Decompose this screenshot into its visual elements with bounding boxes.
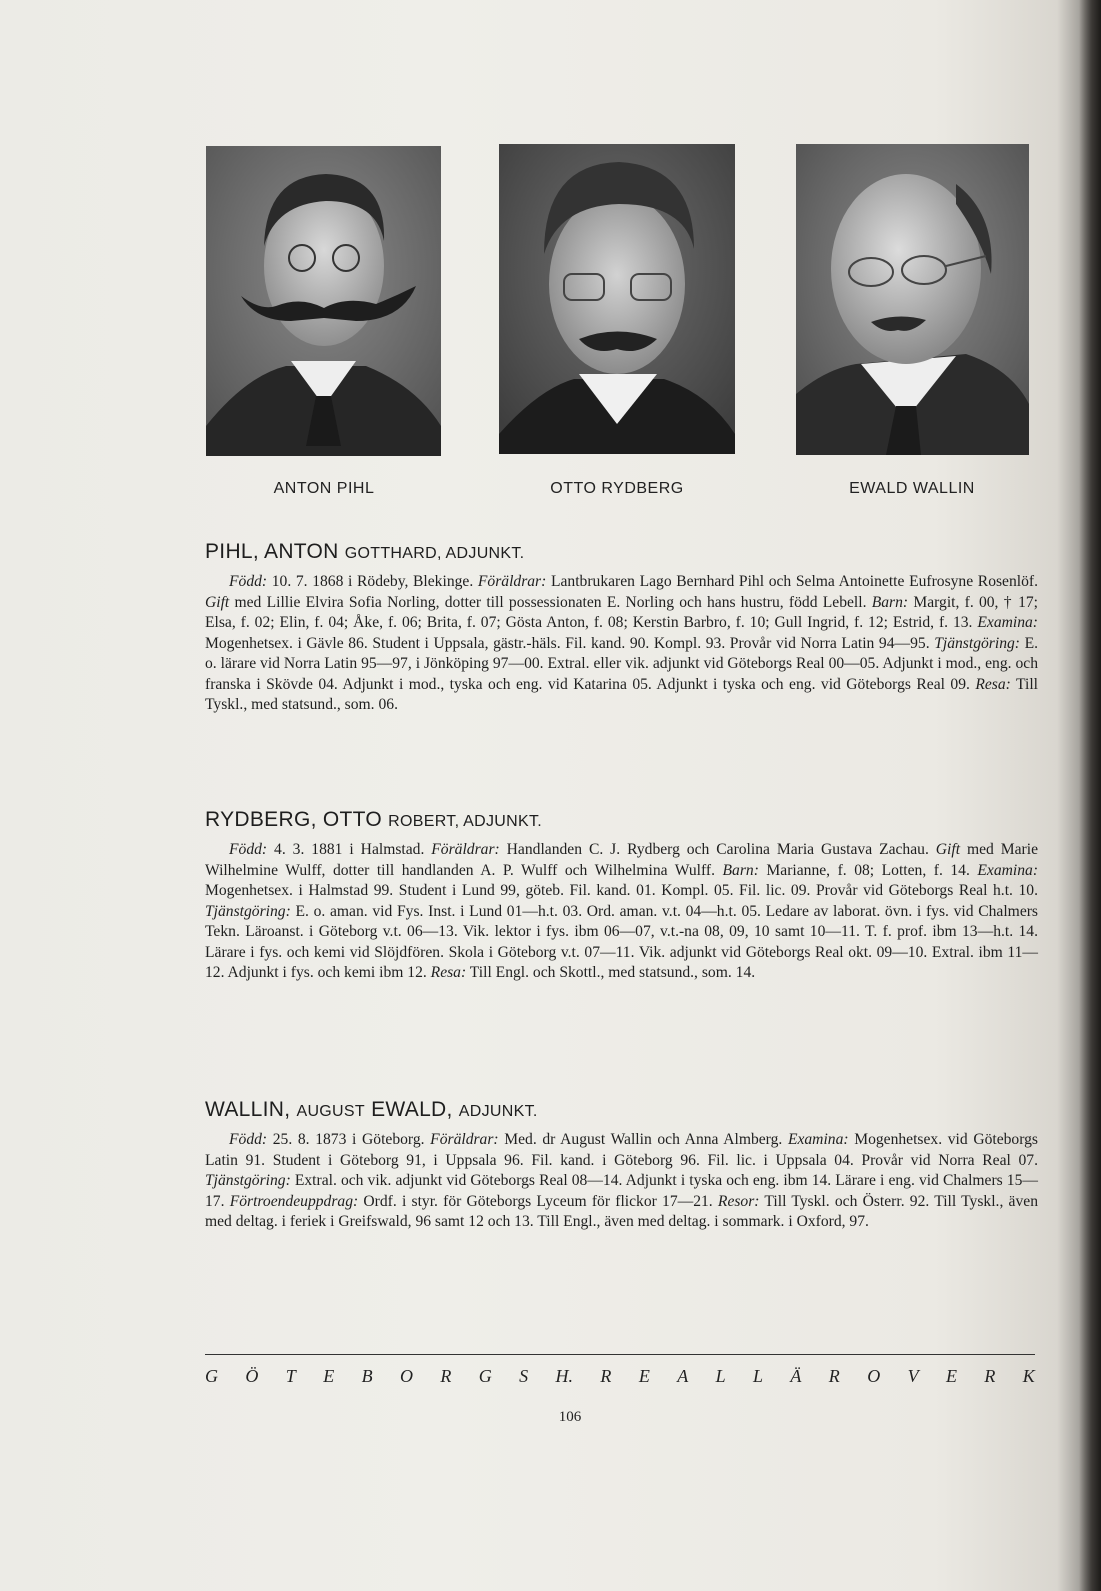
- entry-pihl: [205, 540, 1038, 716]
- portrait-curly-hair-glasses-icon: [499, 144, 735, 454]
- portrait-anton-pihl: [206, 146, 441, 456]
- title-rest: GOTTHARD, ADJUNKT.: [344, 545, 525, 562]
- field-label: Född:: [229, 841, 268, 858]
- footer-letter: L: [753, 1366, 764, 1386]
- field-label: Examina:: [787, 1131, 849, 1148]
- field-label: Förtroendeuppdrag:: [229, 1192, 359, 1210]
- title-rest: ADJUNKT.: [458, 1103, 538, 1120]
- field-label: Examina:: [977, 861, 1039, 879]
- footer-letter: O: [399, 1366, 413, 1386]
- field-label: Barn:: [722, 861, 759, 879]
- footer-letter: G: [478, 1366, 492, 1386]
- field-text: 4. 3. 1881 i Halmstad.: [267, 841, 432, 858]
- field-text: Till Engl. och Skottl., med statsund., som. 14.: [466, 964, 756, 981]
- field-text: Mogenhetsex. i Gävle 86. Student i Uppsala, gästr.-häls. Fil. kand. 90. Kompl. 93. Provår vid Norra Latin 94—95.: [205, 634, 935, 652]
- surname: WALLIN,: [205, 1098, 291, 1121]
- field-label: Föräldrar:: [430, 1131, 499, 1148]
- footer-letter: E: [945, 1366, 957, 1386]
- footer-letter: R: [984, 1366, 996, 1386]
- field-label: Tjänstgöring:: [934, 634, 1020, 652]
- portrait-otto-rydberg: [499, 144, 735, 454]
- footer-letter: R: [600, 1366, 612, 1386]
- footer-letter: V: [907, 1366, 919, 1386]
- footer-letter: B: [361, 1366, 373, 1386]
- firstname: AUGUST: [296, 1103, 365, 1120]
- footer-rule: [205, 1354, 1035, 1355]
- caption-ewald-wallin: EWALD WALLIN: [849, 480, 975, 497]
- footer-letter: G: [205, 1366, 218, 1386]
- footer-letter: L: [715, 1366, 726, 1386]
- field-text: E. o. aman. vid Fys. Inst. i Lund 01—h.t. 03. Ord. aman. v.t. 04—h.t. 05. Ledare av laborat. övn. i fys. vid Chalmers Tekn. Läroanst. i Göteborg v.t. 06—13. Vik. lektor i fys. ibm 06—07, v.t.-na 08, 09, 10 samt 10—11. T. f. prof. ibm 13—h.t. 14. Lärare i fys. och kemi vid Slöjdfören. Skola i Göteborg v.t. 07—11. Vik. adjunkt vid Göteborgs Real okt. 09—10. Extral. ibm 11—12. Adjunkt i fys. och kemi ibm 12.: [205, 902, 1038, 981]
- field-text: Till Tyskl. och Österr. 92. Till Tyskl., även med deltag. i feriek i Greifswald, 96 samt 12 och 13. Till Engl., även med deltag. i sommark. i Oxford, 97.: [205, 1192, 1038, 1230]
- entry-rydberg: [205, 808, 1038, 984]
- field-text: Mogenhetsex. i Halmstad 99. Student i Lund 99, göteb. Fil. kand. 01. Kompl. 05. Fil. lic. 09. Provår vid Göteborgs Real h.t. 10.: [205, 882, 1038, 899]
- field-text: Marianne, f. 08; Lotten, f. 14.: [758, 861, 978, 879]
- field-text: 10. 7. 1868 i Rödeby, Blekinge.: [267, 573, 478, 590]
- middlename: EWALD,: [371, 1098, 453, 1121]
- title-rest: ROBERT, ADJUNKT.: [388, 813, 543, 830]
- field-text: Mogenhetsex. vid Göteborgs Latin 91. Student i Göteborg 91, i Uppsala 96. Fil. kand. i Göteborg 96. Fil. lic. i Uppsala 04. Provår vid Norra Real 07.: [205, 1131, 1039, 1169]
- caption-anton-pihl: ANTON PIHL: [273, 480, 375, 497]
- field-label: Barn:: [871, 593, 909, 611]
- surname: PIHL,: [205, 540, 260, 563]
- field-label: Tjänstgöring:: [205, 1172, 291, 1189]
- entry-body: [205, 1130, 1038, 1233]
- field-label: Född:: [229, 1131, 268, 1148]
- page-number: 106: [558, 1409, 582, 1425]
- footer-letter: E: [638, 1366, 650, 1386]
- footer-letter: E: [323, 1366, 335, 1386]
- field-label: Gift: [935, 841, 961, 858]
- field-text: med Lillie Elvira Sofia Norling, dotter till possessionaten E. Norling och hans hustru, född Lebell.: [229, 593, 872, 611]
- field-text: Till Tyskl., med statsund., som. 06.: [205, 675, 1038, 713]
- caption-otto-rydberg: OTTO RYDBERG: [550, 480, 684, 497]
- entry-heading: [205, 540, 1038, 564]
- firstname: ANTON: [264, 540, 339, 563]
- field-text: Extral. och vik. adjunkt vid Göteborgs Real 08—14. Adjunkt i tyska och eng. ibm 14. Lärare i eng. vid Chalmers 15—17.: [205, 1172, 1038, 1210]
- surname: RYDBERG,: [205, 808, 317, 831]
- footer-letter: Ä: [790, 1366, 802, 1386]
- footer-letter: R: [440, 1366, 452, 1386]
- footer-letter: T: [285, 1366, 296, 1386]
- field-text: Margit, f. 00, † 17; Elsa, f. 02; Elin, f. 04; Åke, f. 06; Brita, f. 07; Gösta Anton, f. 08; Kerstin Barbro, f. 10; Gull Ingrid, f. 12; Estrid, f. 13.: [205, 593, 1038, 631]
- running-footer: [205, 1366, 1035, 1387]
- footer-letter: A: [677, 1366, 689, 1386]
- scan-edge-shadow: [1079, 0, 1101, 1591]
- field-text: Ordf. i styr. för Göteborgs Lyceum för flickor 17—21.: [358, 1192, 718, 1210]
- field-label: Resa:: [430, 964, 467, 981]
- entry-body: [205, 572, 1038, 716]
- field-text: Handlanden C. J. Rydberg och Carolina Maria Gustava Zachau.: [499, 841, 936, 858]
- portrait-mustache-pince-nez-icon: [206, 146, 441, 456]
- field-label: Resor:: [717, 1192, 760, 1210]
- portrait-ewald-wallin: [796, 144, 1029, 455]
- entry-heading: [205, 808, 1038, 832]
- field-label: Föräldrar:: [431, 841, 500, 858]
- footer-letter: S: [519, 1366, 529, 1386]
- portrait-balding-glasses-icon: [796, 144, 1029, 455]
- entry-wallin: [205, 1098, 1038, 1233]
- footer-letter: K: [1022, 1366, 1035, 1386]
- entry-body: [205, 840, 1038, 984]
- field-text: E. o. lärare vid Norra Latin 95—97, i Jönköping 97—00. Extral. eller vik. adjunkt vid Göteborgs Real 00—05. Adjunkt i mod., eng. och franska i Skövde 04. Adjunkt i mod., tyska och eng. vid Katarina 05. Adjunkt i tyska och eng. vid Göteborgs Real 09.: [205, 634, 1038, 693]
- field-text: Med. dr August Wallin och Anna Almberg.: [498, 1131, 788, 1148]
- field-text: 25. 8. 1873 i Göteborg.: [267, 1131, 431, 1148]
- field-label: Gift: [205, 593, 230, 611]
- field-label: Tjänstgöring:: [205, 902, 291, 920]
- field-label: Född:: [229, 573, 268, 590]
- field-label: Föräldrar:: [477, 573, 547, 590]
- footer-letter: Ö: [245, 1366, 259, 1386]
- firstname: OTTO: [322, 808, 383, 831]
- field-text: Lantbrukaren Lago Bernhard Pihl och Selma Antoinette Eufrosyne Rosenlöf.: [546, 573, 1038, 590]
- field-text: med Marie Wilhelmine Wulff, dotter till handlanden A. P. Wulff och Wilhelmina Wulff.: [205, 841, 1038, 879]
- footer-letter: R: [828, 1366, 840, 1386]
- entry-heading: [205, 1098, 1038, 1122]
- footer-letter: O: [867, 1366, 881, 1386]
- footer-letter: H.: [555, 1366, 574, 1386]
- field-label: Examina:: [977, 614, 1038, 631]
- field-label: Resa:: [975, 675, 1011, 693]
